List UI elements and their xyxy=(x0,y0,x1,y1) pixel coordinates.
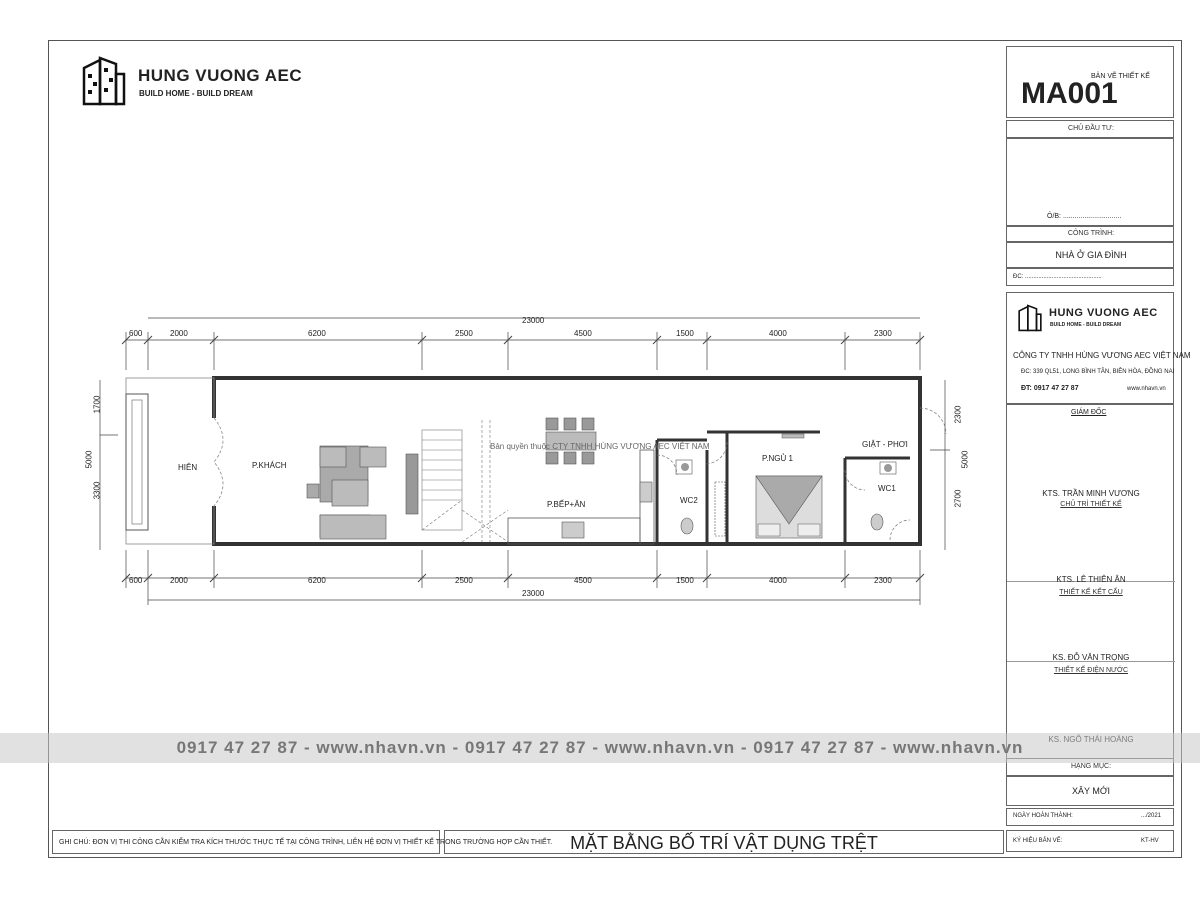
dim-bottom-6: 1500 xyxy=(676,576,694,585)
building-logo-icon xyxy=(80,54,128,108)
project-name: NHÀ Ở GIA ĐÌNH xyxy=(1055,250,1127,260)
director-label: GIÁM ĐỐC xyxy=(1071,409,1107,416)
dim-bottom-8: 2300 xyxy=(874,576,892,585)
address-box xyxy=(1006,268,1174,286)
dim-top-2: 2000 xyxy=(170,329,188,338)
company-logo-icon xyxy=(1017,303,1043,333)
watermark-banner-text: 0917 47 27 87 - www.nhavn.vn - 0917 47 27 87 - www.nhavn.vn - 0917 47 27 87 - www.nhavn.vn xyxy=(176,738,1024,757)
room-kitchen: P.BẾP+ĂN xyxy=(547,500,586,509)
mep-name: KS. ĐỖ VĂN TRỌNG xyxy=(1052,653,1130,662)
dim-top-total: 23000 xyxy=(522,316,545,325)
category-value-box xyxy=(1006,776,1174,806)
dim-left-1: 1700 xyxy=(92,395,102,414)
company-phone: ĐT: 0917 47 27 87 xyxy=(1021,385,1079,392)
project-name-box xyxy=(1006,242,1174,268)
dim-top-3: 6200 xyxy=(308,329,326,338)
room-wc2: WC2 xyxy=(680,496,698,505)
sheet-code-value: KT-HV xyxy=(1141,838,1159,844)
project-label: CÔNG TRÌNH: xyxy=(1067,230,1115,237)
category-label: HẠNG MỤC: xyxy=(1070,763,1112,770)
mep-role: THIẾT KẾ ĐIỆN NƯỚC xyxy=(1053,667,1129,674)
room-bedroom: P.NGỦ 1 xyxy=(762,454,793,463)
completion-label: NGÀY HOÀN THÀNH: xyxy=(1013,813,1073,819)
structure-name: KTS. LÊ THIÊN ÂN xyxy=(1056,575,1126,584)
owner-box xyxy=(1006,138,1174,226)
dim-left-2: 3300 xyxy=(92,481,102,500)
dim-right-1: 2300 xyxy=(953,405,963,424)
dim-bottom-1: 600 xyxy=(129,576,143,585)
dim-top-6: 1500 xyxy=(676,329,694,338)
sheet-code-box xyxy=(1006,830,1174,852)
address-line: ĐC: .............................................. xyxy=(1013,274,1102,280)
room-wc1: WC1 xyxy=(878,484,896,493)
company-web: www.nhavn.vn xyxy=(1127,386,1166,392)
room-porch: HIÊN xyxy=(178,463,198,472)
dim-right-2: 2700 xyxy=(953,489,963,508)
dim-bottom-total: 23000 xyxy=(522,589,545,598)
company-box xyxy=(1006,292,1191,404)
owner-line: Ô/B: .............................. xyxy=(1047,213,1122,220)
completion-value: .../2021 xyxy=(1141,813,1162,819)
dim-bottom-2: 2000 xyxy=(170,576,188,585)
dim-left-total: 5000 xyxy=(84,450,94,469)
dim-top-5: 4500 xyxy=(574,329,592,338)
dim-bottom-7: 4000 xyxy=(769,576,787,585)
floor-plan xyxy=(110,310,990,610)
designer-name: KTS. TRẦN MINH VƯƠNG xyxy=(1042,489,1140,498)
copyright-watermark: Bản quyền thuộc CTY TNHH HÙNG VƯƠNG AEC VIỆT NAM xyxy=(490,442,710,451)
company-address: ĐC: 339 QL51, LONG BÌNH TÂN, BIÊN HÒA, ĐỒNG NAI xyxy=(1021,369,1175,375)
dim-bottom-3: 6200 xyxy=(308,576,326,585)
drawing-type-label: BẢN VẼ THIẾT KẾ xyxy=(1091,73,1150,80)
drawing-title: MẶT BẰNG BỐ TRÍ VẬT DỤNG TRỆT xyxy=(444,830,1004,854)
dim-top-4: 2500 xyxy=(455,329,473,338)
project-label-box xyxy=(1006,226,1174,242)
owner-label: CHỦ ĐẦU TƯ: xyxy=(1068,125,1114,132)
dim-right-total: 5000 xyxy=(960,450,970,469)
company-name: CÔNG TY TNHH HÙNG VƯƠNG AEC VIỆT NAM xyxy=(1013,351,1191,360)
drawing-code-box xyxy=(1006,46,1174,118)
drawing-code: MA001 xyxy=(1021,77,1118,110)
brand-name: HUNG VUONG AEC xyxy=(138,66,303,85)
dim-top-8: 2300 xyxy=(874,329,892,338)
sheet-code-label: KÝ HIỆU BẢN VẼ: xyxy=(1013,838,1063,844)
room-living: P.KHÁCH xyxy=(252,461,287,470)
dim-top-7: 4000 xyxy=(769,329,787,338)
dim-bottom-5: 4500 xyxy=(574,576,592,585)
category-value: XÂY MỚI xyxy=(1071,786,1111,796)
footer-note: GHI CHÚ: ĐƠN VỊ THI CÔNG CẦN KIỂM TRA KÍCH THƯỚC THỰC TẾ TẠI CÔNG TRÌNH, LIÊN HỆ ĐƠN VỊ THIẾT KẾ TRONG TRƯỜNG HỢP CẦN THIẾT. xyxy=(52,830,440,854)
owner-label-box xyxy=(1006,120,1174,138)
company-brand: HUNG VUONG AEC xyxy=(1049,307,1158,319)
brand-tagline: BUILD HOME - BUILD DREAM xyxy=(139,89,253,98)
room-laundry: GIẶT - PHƠI xyxy=(862,440,908,449)
dim-top-1: 600 xyxy=(129,329,143,338)
company-logo xyxy=(80,54,340,108)
structure-role: THIẾT KẾ KẾT CẤU xyxy=(1059,589,1123,596)
completion-box xyxy=(1006,808,1174,826)
designer-role: CHỦ TRÌ THIẾT KẾ xyxy=(1060,501,1122,508)
company-tagline: BUILD HOME - BUILD DREAM xyxy=(1050,322,1122,328)
dim-bottom-4: 2500 xyxy=(455,576,473,585)
